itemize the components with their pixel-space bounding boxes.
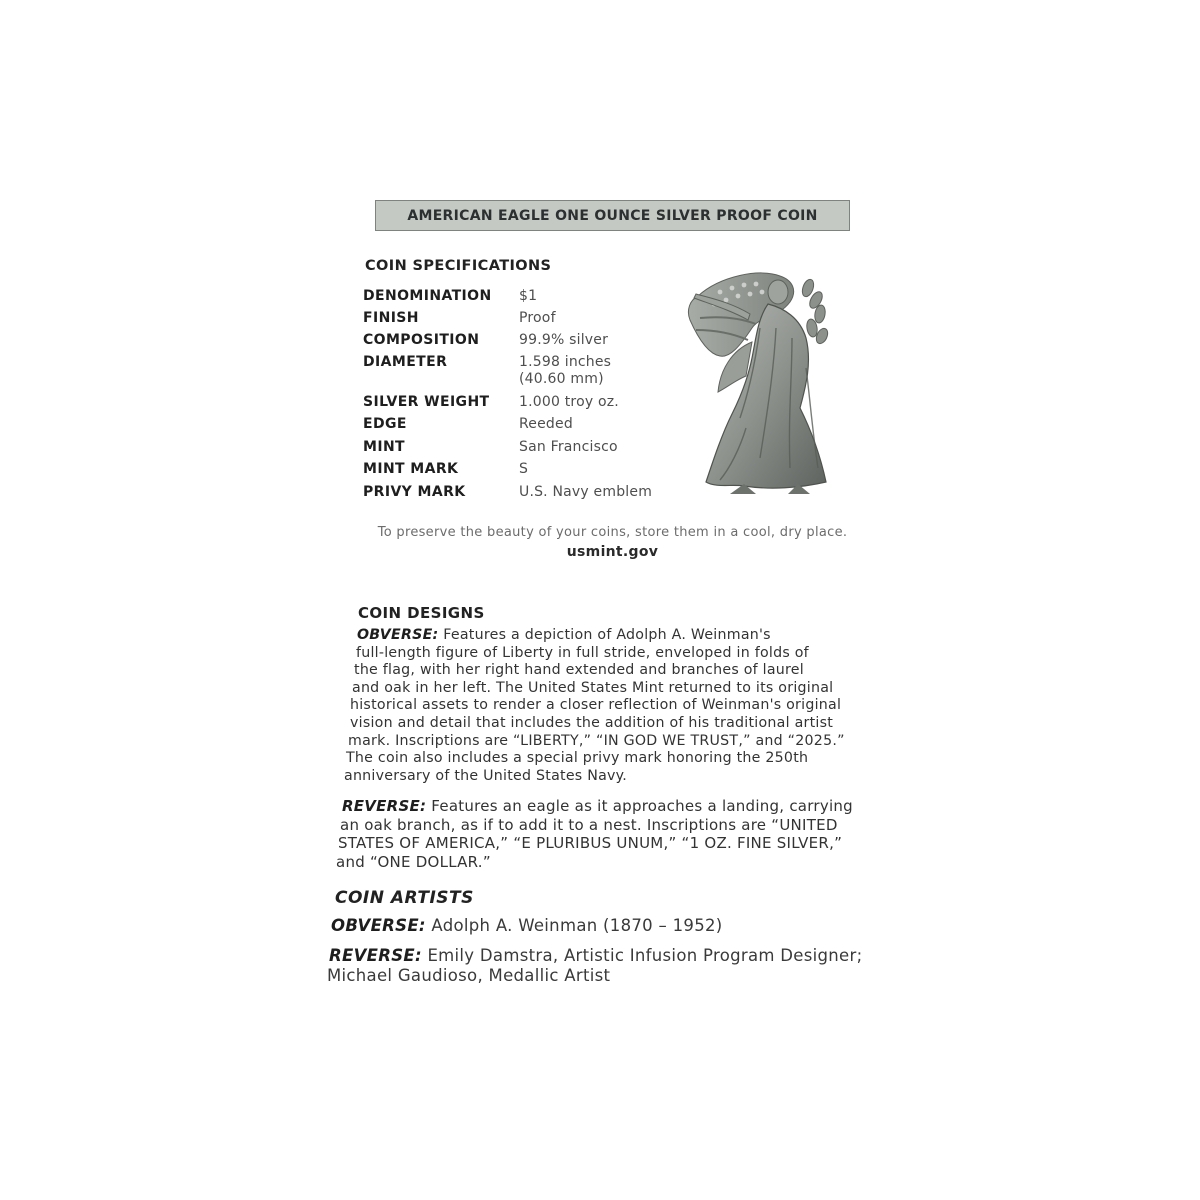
description-line	[342, 797, 853, 816]
description-line: The coin also includes a special privy mark honoring the 250th	[346, 750, 809, 767]
spec-label: DIAMETER	[363, 354, 448, 370]
spec-label: MINT	[363, 439, 406, 455]
spec-row-finish	[363, 310, 693, 332]
description-line: vision and detail that includes the addition of his traditional artist	[350, 714, 834, 731]
obverse-artist	[331, 916, 723, 935]
spec-label: MINT MARK	[363, 461, 459, 477]
obverse-artist-label: OBVERSE:	[331, 916, 426, 935]
spec-row-privy-mark	[363, 484, 693, 506]
spec-row-edge	[363, 416, 693, 438]
spec-value-line: (40.60 mm)	[519, 371, 604, 387]
description-line: full-length figure of Liberty in full stride, enveloped in folds of	[356, 644, 809, 661]
obverse-description	[344, 627, 845, 785]
description-line: and “ONE DOLLAR.”	[336, 852, 491, 871]
reverse-description	[336, 797, 853, 871]
spec-value: 99.9% silver	[519, 332, 609, 348]
description-line	[357, 627, 845, 645]
description-text: Features an eagle as it approaches a landing, carrying	[431, 797, 853, 815]
walking-liberty-illustration	[660, 258, 850, 498]
description-line: and oak in her left. The United States Mint returned to its original	[352, 679, 834, 696]
spec-value: Proof	[519, 310, 556, 326]
spec-label: DENOMINATION	[363, 288, 492, 304]
description-line: anniversary of the United States Navy.	[344, 767, 628, 784]
reverse-artist-name: Emily Damstra, Artistic Infusion Program Designer;	[427, 946, 863, 965]
description-line: mark. Inscriptions are “LIBERTY,” “IN GOD WE TRUST,” and “2025.”	[348, 732, 845, 749]
spec-value-line: 1.598 inches	[519, 354, 612, 370]
spec-label: EDGE	[363, 416, 407, 432]
reverse-artist-continued: Michael Gaudioso, Medallic Artist	[327, 966, 611, 985]
document-title-banner	[375, 200, 850, 231]
description-line: an oak branch, as if to add it to a nest. Inscriptions are “UNITED	[340, 815, 838, 834]
coin-designs-heading: COIN DESIGNS	[358, 604, 485, 622]
spec-value: S	[519, 461, 529, 477]
spec-value: U.S. Navy emblem	[519, 484, 653, 500]
description-line: STATES OF AMERICA,” “E PLURIBUS UNUM,” “1 OZ. FINE SILVER,”	[338, 834, 843, 852]
website-url: usmint.gov	[566, 544, 659, 560]
description-line: the flag, with her right hand extended and branches of laurel	[354, 662, 804, 679]
specifications-heading: COIN SPECIFICATIONS	[365, 258, 552, 274]
spec-label: FINISH	[363, 310, 419, 326]
spec-value: 1.000 troy oz.	[519, 394, 619, 410]
spec-label: COMPOSITION	[363, 332, 480, 348]
spec-row-silver-weight	[363, 394, 693, 416]
description-text: Features a depiction of Adolph A. Weinman's	[443, 627, 771, 643]
obverse-label: OBVERSE:	[357, 627, 439, 643]
spec-value: Reeded	[519, 416, 573, 432]
spec-row-denomination	[363, 288, 693, 310]
reverse-artist	[329, 946, 862, 965]
storage-care-note: To preserve the beauty of your coins, store them in a cool, dry place.	[377, 525, 848, 540]
spec-label: PRIVY MARK	[363, 484, 466, 500]
spec-row-diameter	[363, 354, 693, 394]
spec-row-mint-mark	[363, 461, 693, 483]
obverse-artist-name: Adolph A. Weinman (1870 – 1952)	[431, 916, 723, 935]
spec-value: San Francisco	[519, 439, 618, 455]
description-line: historical assets to render a closer reflection of Weinman's original	[350, 697, 842, 714]
spec-label: SILVER WEIGHT	[363, 394, 490, 410]
spec-row-mint	[363, 439, 693, 461]
spec-value	[519, 354, 611, 388]
document-title: AMERICAN EAGLE ONE OUNCE SILVER PROOF COIN	[407, 207, 818, 224]
reverse-artist-label: REVERSE:	[329, 946, 422, 965]
coin-artists-heading: COIN ARTISTS	[335, 888, 474, 908]
reverse-label: REVERSE:	[342, 797, 427, 815]
spec-value: $1	[519, 288, 538, 304]
spec-row-composition	[363, 332, 693, 354]
